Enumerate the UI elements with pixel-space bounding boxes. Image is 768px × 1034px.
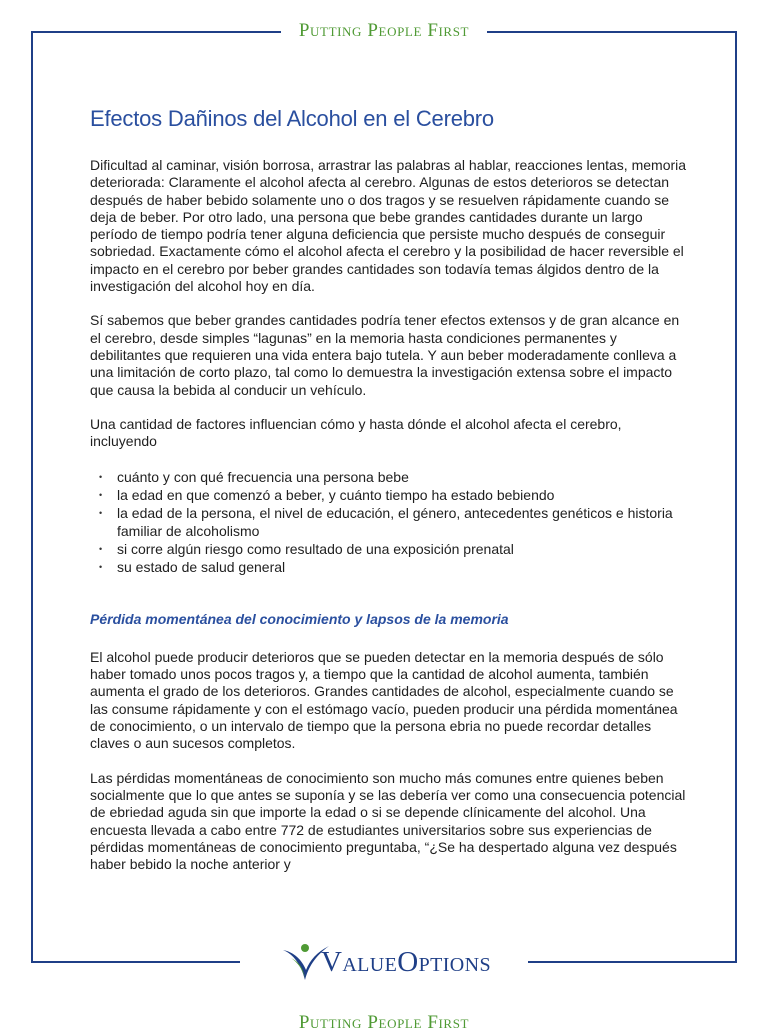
paragraph: Las pérdidas momentáneas de conocimiento son mucho más comunes entre quienes beben socialmente que lo que antes se suponía y se las debería ver como una consecuencia potencial de ebriedad aguda sin que importe la edad o si se depende clínicamente del alcohol. Una encuesta llevada a cabo entre 772 de estudiantes universitarios sobre sus experiencias de pérdidas momentáneas de conocimiento preguntaba, “¿Se ha despertado alguna vez después haber bebido la noche anterior y: [90, 769, 686, 873]
article: [90, 106, 690, 890]
list-item: • su estado de salud general: [117, 559, 690, 577]
company-logo: [240, 938, 528, 986]
footer-tagline-text: Putting People First: [281, 1012, 487, 1033]
header-tagline-text: Putting People First: [281, 20, 487, 41]
list-item: • la edad de la persona, el nivel de educación, el género, antecedentes genéticos e historia familiar de alcoholismo: [117, 505, 690, 541]
list-item: • la edad en que comenzó a beber, y cuánto tiempo ha estado bebiendo: [117, 487, 690, 505]
section-subheading: Pérdida momentánea del conocimiento y lapsos de la memoria: [90, 610, 509, 627]
list-item: • cuánto y con qué frecuencia una persona bebe: [117, 469, 690, 487]
paragraph: Sí sabemos que beber grandes cantidades podría tener efectos extensos y de gran alcance en el cerebro, desde simples “lagunas” en la memoria hasta condiciones permanentes y debilitantes que requieren una vida entera bajo tutela. Y aun beber moderadamente conlleva a una limitación de corto plazo, tal como lo demuestra la investigación extensa sobre el impacto que causa la bebida al conducir un vehículo.: [90, 312, 680, 398]
header-tagline: [0, 20, 768, 42]
paragraph: El alcohol puede producir deterioros que se pueden detectar en la memoria después de sólo haber tomado unos pocos tragos y, a tiempo que la cantidad de alcohol aumenta, también aumenta el grado de los deterioros. Grandes cantidades de alcohol, especialmente cuando se las consume rápidamente y con el estómago vacío, pueden producir una pérdida momentánea de conocimiento, o un intervalo de tiempo que la persona ebria no puede recordar detalles claves o aun sucesos completos.: [90, 648, 678, 752]
logo-text: ValueOptions: [320, 946, 492, 978]
article-title: Efectos Dañinos del Alcohol en el Cerebro: [90, 106, 494, 131]
list-item: • si corre algún riesgo como resultado de una exposición prenatal: [117, 541, 690, 559]
paragraph: Una cantidad de factores influencian cómo y hasta dónde el alcohol afecta el cerebro, incluyendo: [90, 415, 622, 450]
factor-list: [90, 469, 690, 576]
footer-tagline: [0, 1012, 768, 1034]
paragraph: Dificultad al caminar, visión borrosa, arrastrar las palabras al hablar, reacciones lentas, memoria deteriorada: Claramente el alcohol afecta al cerebro. Algunas de estos deterioros se detectan después de haber bebido solamente uno o dos tragos y se resuelven rápidamente cuando se deja de beber. Por otro lado, una persona que bebe grandes cantidades durante un largo período de tiempo podría tener alguna deficiencia que persiste mucho después de conseguir sobriedad. Exactamente cómo el alcohol afecta el cerebro y la posibilidad de hacer reversible el impacto en el cerebro por beber grandes cantidades son todavía temas álgidos dentro de la investigación del alcohol hoy en día.: [90, 157, 687, 295]
